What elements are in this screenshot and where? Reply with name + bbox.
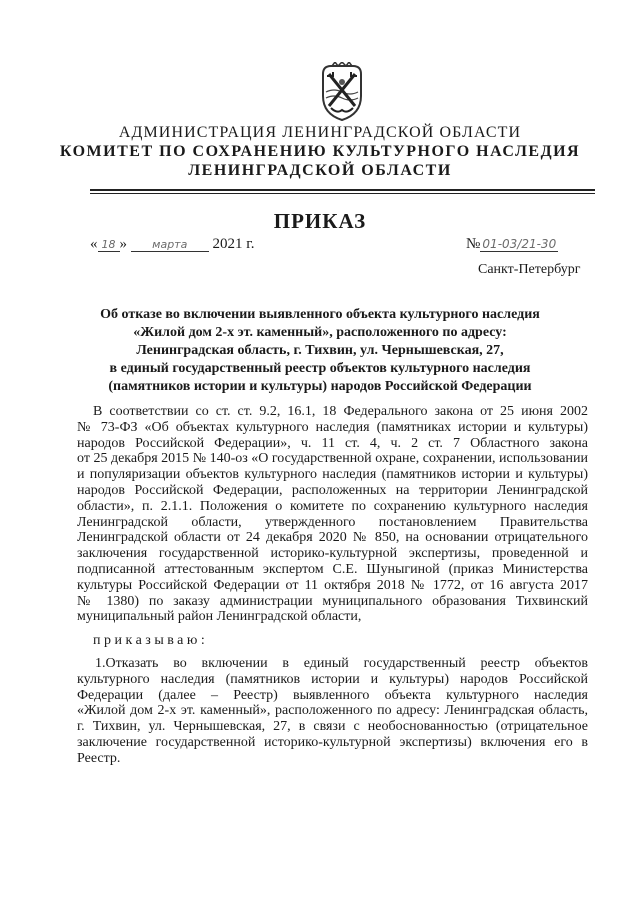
item-line: 1.Отказать во включении в единый государственный реестр объектов — [95, 656, 588, 671]
preamble-line: заключения государственной историко-культурной экспертизы, проведенной и — [77, 546, 588, 562]
header-administration: АДМИНИСТРАЦИЯ ЛЕНИНГРАДСКОЙ ОБЛАСТИ — [118, 124, 522, 141]
preamble-line: В соответствии со ст. ст. 9.2, 16.1, 18 Федерального закона от 25 июня 2002 — [93, 404, 588, 419]
order-item-1 — [77, 656, 588, 767]
document-subject — [0, 306, 640, 396]
subject-line: Об отказе во включении выявленного объекта культурного наследия — [100, 307, 540, 322]
preamble-line: от 25 декабря 2015 № 140-оз «О государственной охране, сохранении, использовании — [77, 451, 588, 467]
date-day: 18 — [98, 238, 120, 252]
preamble-line: муниципальный район Ленинградской области, — [77, 609, 362, 625]
document-title: ПРИКАЗ — [273, 209, 367, 233]
preamble-line: народов Российской Федерации, расположенных на территории Ленинградской — [77, 482, 588, 498]
preamble-line: Ленинградской области, утвержденного постановлением Правительства — [77, 514, 588, 530]
subject-line: Ленинградская область, г. Тихвин, ул. Чернышевская, 27, — [136, 343, 504, 358]
header-divider-thin — [90, 193, 595, 194]
date-close-quote: » — [119, 236, 127, 252]
preamble-line: № 1380) по заказу администрации муниципального образования Тихвинский — [77, 593, 588, 609]
header-region: ЛЕНИНГРАДСКОЙ ОБЛАСТИ — [188, 162, 452, 179]
document-date — [90, 236, 254, 253]
preamble-line: культуры Российской Федерации от 11 октября 2018 № 1772, от 16 августа 2017 — [77, 577, 588, 593]
date-year: 2021 г. — [212, 236, 255, 252]
coat-of-arms-emblem — [317, 62, 367, 122]
header-divider-thick — [90, 189, 595, 191]
subject-line: «Жилой дом 2-х эт. каменный», расположенного по адресу: — [133, 325, 507, 340]
preamble-line: народов Российской Федерации», ч. 11 ст. 4, ч. 2 ст. 7 Областного закона — [77, 435, 588, 451]
preamble-line: № 73-ФЗ «Об объектах культурного наследия (памятниках истории и культуры) — [77, 419, 588, 435]
item-line: «Жилой дом 2-х эт. каменный», расположенного по адресу: Ленинградская область, — [77, 703, 588, 719]
preamble-paragraph — [77, 404, 588, 625]
document-number — [466, 236, 558, 253]
order-word-block — [93, 633, 588, 649]
item-line: заключение государственной историко-культурной экспертизы) включения его в — [77, 734, 588, 750]
document-city: Санкт-Петербург — [478, 262, 581, 277]
preamble-line: подписанной аттестованным экспертом С.Е. Шуныгиной (приказ Министерства — [77, 561, 588, 577]
date-month: марта — [131, 238, 209, 252]
item-line: Федерации (далее – Реестр) выявленного объекта культурного наследия — [77, 687, 588, 703]
header-committee: КОМИТЕТ ПО СОХРАНЕНИЮ КУЛЬТУРНОГО НАСЛЕДИЯ — [59, 143, 581, 160]
subject-line: в единый государственный реестр объектов культурного наследия — [109, 361, 531, 376]
item-line: г. Тихвин, ул. Чернышевская, 27, в связи с необоснованностью (отрицательное — [77, 719, 588, 735]
preamble-line: Ленинградской области от 24 декабря 2020 № 850, на основании отрицательного — [77, 530, 588, 546]
preamble-line: и популяризации объектов культурного наследия (памятников истории и культуры) — [77, 467, 588, 483]
order-word: приказываю: — [93, 633, 209, 648]
preamble-line: области», п. 2.1.1. Положения о комитете по сохранению культурного наследия — [77, 498, 588, 514]
number-prefix: № — [466, 236, 481, 252]
number-value: 01-03/21-30 — [480, 237, 558, 252]
item-line: Реестр. — [77, 750, 121, 766]
subject-line: (памятников истории и культуры) народов Российской Федерации — [108, 379, 532, 394]
date-open-quote: « — [90, 236, 98, 252]
item-line: культурного наследия (памятников истории и культуры) народов Российской — [77, 671, 588, 687]
